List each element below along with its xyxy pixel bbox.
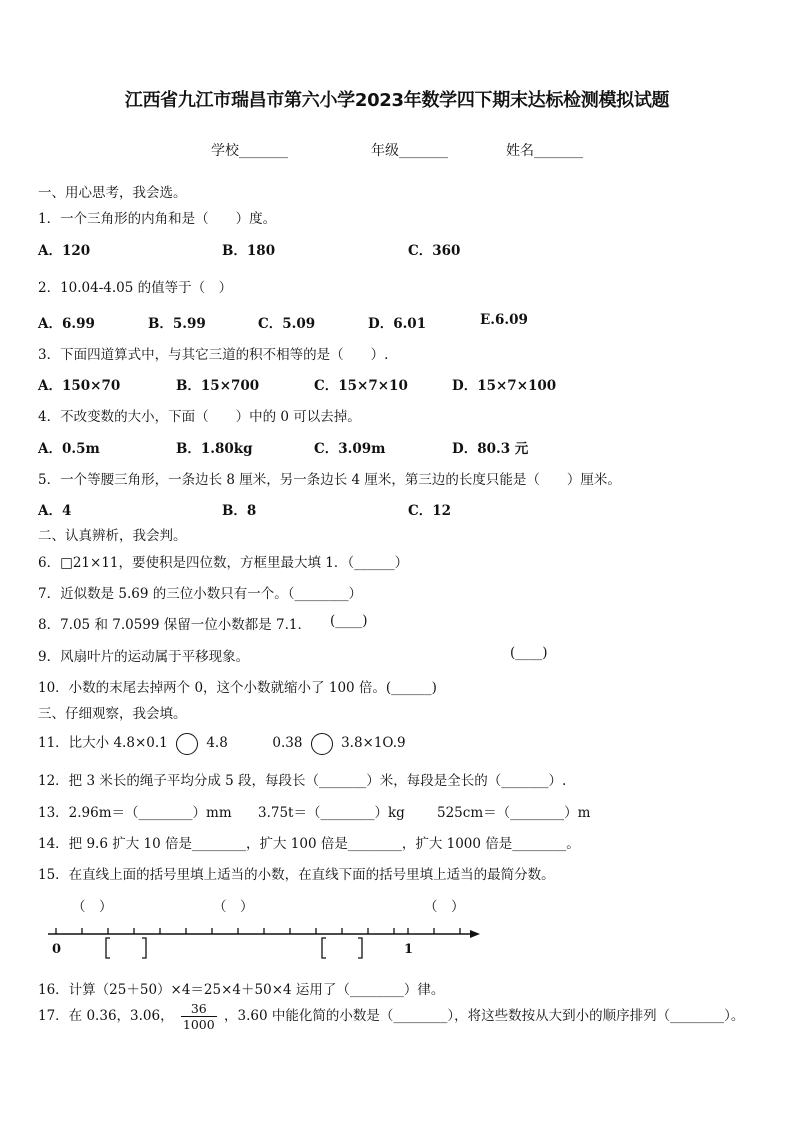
section-heading-2: 二、认真辨析，我会判。 [38, 528, 187, 544]
q15-top-bracket-2[interactable]: （ ） [213, 899, 254, 915]
question-14: 14．把 9.6 扩大 10 倍是________，扩大 100 倍是________，扩大 1000 倍是________。 [38, 836, 580, 852]
tick-label-0: 0 [52, 942, 62, 957]
question-9: 9．风扇叶片的运动属于平移现象。 [38, 649, 250, 665]
q11-label: 11．比大小 4.8×0.1 [38, 735, 168, 751]
question-13b: 3.75t＝（________）kg [258, 805, 405, 821]
question-10: 10．小数的末尾去掉两个 0，这个小数就缩小了 100 倍。(______) [38, 680, 437, 696]
question-17 [38, 1001, 744, 1032]
question-3: 3．下面四道算式中，与其它三道的积不相等的是（ ）. [38, 347, 389, 363]
question-13c: 525cm＝（________）m [437, 805, 591, 821]
q5-option-c[interactable]: C．12 [408, 503, 452, 519]
question-13a: 13．2.96m＝（________）mm [38, 805, 232, 821]
name-field[interactable]: 姓名_______ [506, 143, 583, 159]
compare-circle-1[interactable] [176, 733, 198, 755]
q8-answer-blank[interactable]: (____) [330, 613, 368, 629]
q4-option-d[interactable]: D．80.3 元 [452, 441, 529, 457]
q3-option-b[interactable]: B．15×700 [176, 378, 260, 394]
q5-option-b[interactable]: B．8 [222, 503, 257, 519]
q11-value-a: 4.8 [206, 735, 228, 751]
q2-option-d[interactable]: D．6.01 [368, 316, 427, 332]
fraction-denominator: 1000 [182, 1017, 215, 1032]
q15-top-bracket-1[interactable]: （ ） [72, 899, 113, 915]
q4-option-b[interactable]: B．1.80kg [176, 441, 253, 457]
question-12: 12．把 3 米长的绳子平均分成 5 段，每段长（_______）米，每段是全长的（_______）. [38, 773, 567, 789]
q11-value-b: 0.38 [272, 735, 303, 751]
tick-label-1: 1 [404, 942, 414, 957]
number-line [40, 920, 490, 960]
question-4: 4．不改变数的大小，下面（ ）中的 0 可以去掉。 [38, 409, 361, 425]
q11-value-c: 3.8×1O.9 [341, 735, 406, 751]
q4-option-c[interactable]: C．3.09m [314, 441, 386, 457]
question-6: 6．□21×11，要使积是四位数，方框里最大填 1．（______） [38, 555, 409, 571]
number-line-arrow [470, 930, 480, 938]
question-8: 8．7.05 和 7.0599 保留一位小数都是 7.1． [38, 617, 312, 633]
q2-option-c[interactable]: C．5.09 [258, 316, 316, 332]
compare-circle-2[interactable] [311, 733, 333, 755]
q2-option-b[interactable]: B．5.99 [148, 316, 206, 332]
school-field[interactable]: 学校_______ [211, 143, 288, 159]
section-heading-1: 一、用心思考，我会选。 [38, 185, 187, 201]
question-16: 16．计算（25＋50）×4＝25×4＋50×4 运用了（________）律。 [38, 982, 445, 998]
number-line-ticks [56, 928, 460, 934]
q1-option-c[interactable]: C．360 [408, 243, 461, 259]
section-heading-3: 三、仔细观察，我会填。 [38, 706, 187, 722]
q3-option-a[interactable]: A．150×70 [38, 378, 121, 394]
q17-suffix: ，3.60 中能化简的小数是（________），将这些数按从大到小的顺序排列（________）。 [224, 1008, 745, 1024]
q15-top-bracket-3[interactable]: （ ） [424, 899, 465, 915]
q3-option-c[interactable]: C．15×7×10 [314, 378, 408, 394]
question-7: 7．近似数是 5.69 的三位小数只有一个。（________） [38, 586, 362, 602]
q2-option-a[interactable]: A．6.99 [38, 316, 95, 332]
q1-option-b[interactable]: B．180 [222, 243, 276, 259]
question-15: 15．在直线上面的括号里填上适当的小数，在直线下面的括号里填上适当的最简分数。 [38, 867, 555, 883]
q3-option-d[interactable]: D．15×7×100 [452, 378, 557, 394]
q9-answer-blank[interactable]: (____) [510, 645, 548, 661]
number-line-bottom-brackets [106, 938, 362, 958]
q17-fraction [181, 1001, 217, 1032]
fraction-numerator: 36 [181, 1001, 217, 1017]
page-title: 江西省九江市瑞昌市第六小学2023年数学四下期末达标检测模拟试题 [124, 90, 670, 111]
question-2: 2．10.04-4.05 的值等于（ ） [38, 280, 233, 296]
q1-option-a[interactable]: A．120 [38, 243, 91, 259]
q17-prefix: 17．在 0.36，3.06， [38, 1008, 174, 1024]
grade-field[interactable]: 年级_______ [371, 143, 448, 159]
q4-option-a[interactable]: A．0.5m [38, 441, 100, 457]
question-1: 1．一个三角形的内角和是（ ）度。 [38, 211, 277, 227]
q5-option-a[interactable]: A．4 [38, 503, 72, 519]
question-5: 5．一个等腰三角形，一条边长 8 厘米，另一条边长 4 厘米，第三边的长度只能是（ ）厘米。 [38, 472, 621, 488]
question-11 [38, 731, 406, 755]
q2-option-e[interactable]: E.6.09 [480, 312, 528, 328]
